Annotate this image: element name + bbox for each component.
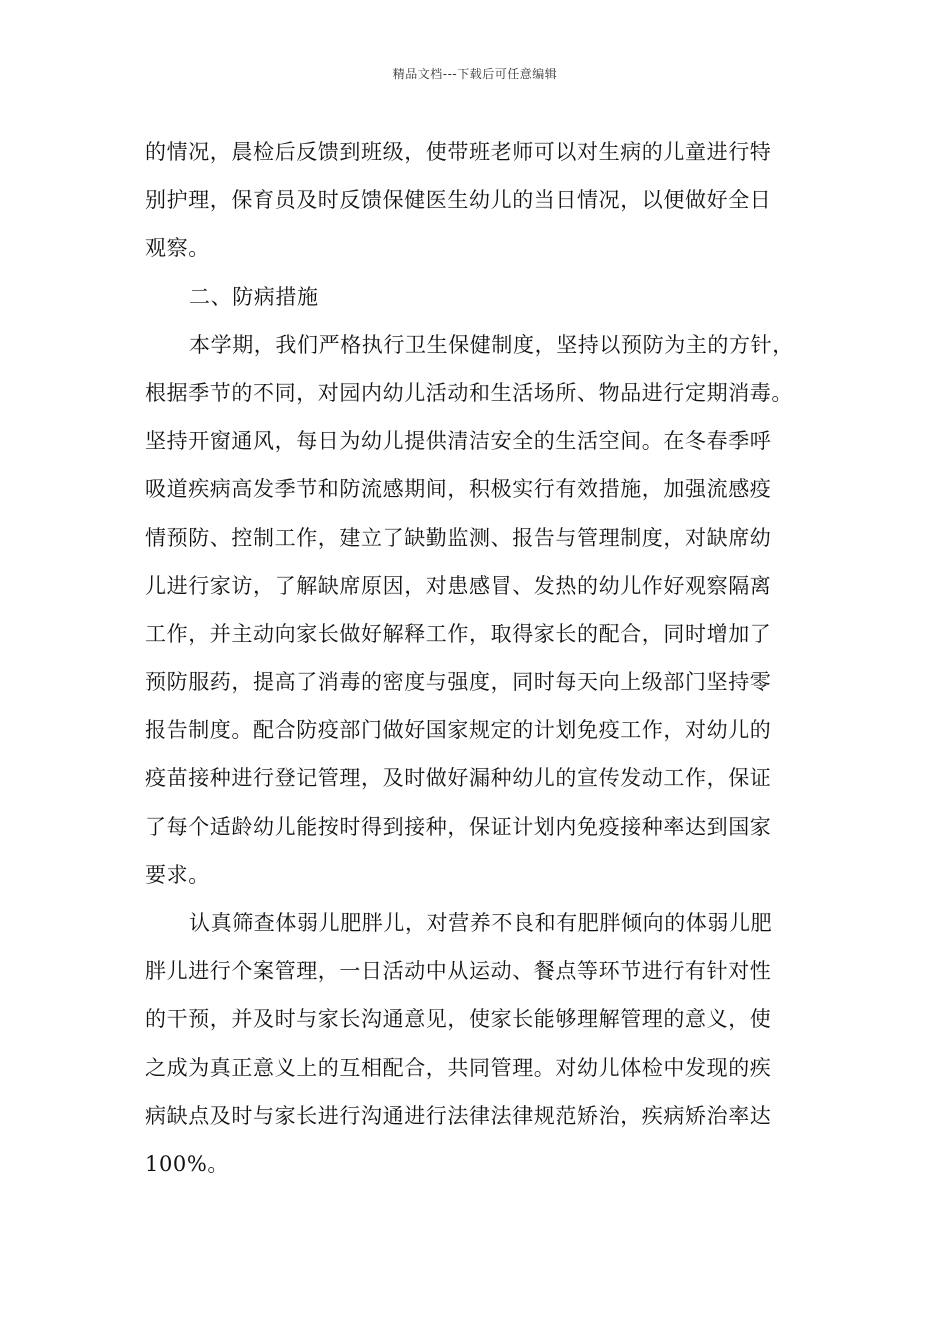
document-body xyxy=(145,128,815,1188)
text-line: 预防服药，提高了消毒的密度与强度，同时每天向上级部门坚持零 xyxy=(145,670,772,695)
text-line: 坚持开窗通风，每日为幼儿提供清洁安全的生活空间。在冬春季呼 xyxy=(145,429,772,454)
text-line: 观察。 xyxy=(145,236,210,261)
page-header: 精品文档---下载后可任意编辑 xyxy=(392,67,558,81)
text-line: 本学期，我们严格执行卫生保健制度，坚持以预防为主的方针， xyxy=(189,332,794,357)
text-line: 儿进行家访，了解缺席原因，对患感冒、发热的幼儿作好观察隔离 xyxy=(145,573,772,598)
text-line: 根据季节的不同，对园内幼儿活动和生活场所、物品进行定期消毒。 xyxy=(145,380,793,405)
text-line: 情预防、控制工作，建立了缺勤监测、报告与管理制度，对缺席幼 xyxy=(145,525,772,550)
text-line: 别护理，保育员及时反馈保健医生幼儿的当日情况，以便做好全日 xyxy=(145,188,772,213)
text-line: 认真筛查体弱儿肥胖儿，对营养不良和有肥胖倾向的体弱儿肥 xyxy=(189,911,773,935)
text-line: 疫苗接种进行登记管理，及时做好漏种幼儿的宣传发动工作，保证 xyxy=(145,766,772,791)
text-line: 了每个适龄幼儿能按时得到接种，保证计划内免疫接种率达到国家 xyxy=(145,814,772,839)
section-heading xyxy=(145,273,815,321)
text-line: 病缺点及时与家长进行沟通进行法律法律规范矫治，疾病矫治率达 xyxy=(145,1103,772,1128)
text-line: 的干预，并及时与家长沟通意见，使家长能够理解管理的意义，使 xyxy=(145,1007,772,1032)
text-line: 报告制度。配合防疫部门做好国家规定的计划免疫工作，对幼儿的 xyxy=(145,718,772,743)
paragraph-weak-obese-screening xyxy=(145,899,815,1188)
text-line: 吸道疾病高发季节和防流感期间，积极实行有效措施，加强流感疫 xyxy=(145,477,772,502)
paragraph-morning-check xyxy=(145,128,815,273)
text-line: 的情况，晨检后反馈到班级，使带班老师可以对生病的儿童进行特 xyxy=(145,140,772,164)
paragraph-disease-prevention xyxy=(145,321,815,899)
text-line: 100%。 xyxy=(145,1151,230,1176)
heading-line: 二、防病措施 xyxy=(189,284,319,309)
text-line: 工作，并主动向家长做好解释工作，取得家长的配合，同时增加了 xyxy=(145,621,772,646)
text-line: 要求。 xyxy=(145,862,210,887)
text-line: 之成为真正意义上的互相配合，共同管理。对幼儿体检中发现的疾 xyxy=(145,1055,772,1080)
text-line: 胖儿进行个案管理，一日活动中从运动、餐点等环节进行有针对性 xyxy=(145,959,772,984)
